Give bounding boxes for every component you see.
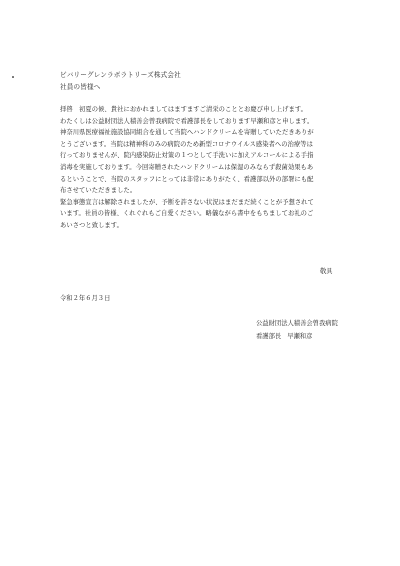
letter-body [60, 104, 355, 232]
sender-title: 看護部長 [256, 332, 282, 340]
body-line: わたくしは公益財団法人積善会曽我病院で看護部長をしております早瀬和彦と申します。 [60, 117, 314, 125]
body-line: 行っておりませんが、院内感染防止対策の１つとして手洗いに加えアルコールによる手指 [60, 152, 314, 160]
body-line: るということで、当院のスタッフにとっては非常にありがたく、看護部以外の部署にも配 [60, 175, 314, 183]
recipient-addressee: 社員の皆様へ [60, 82, 101, 91]
sender-organization: 公益財団法人積善会曽我病院 [256, 320, 338, 327]
body-line: 拝啓 初夏の候、貴社におかれましてはますますご清栄のこととお慶び申し上げます。 [60, 106, 308, 113]
body-line: 神奈川県医療福祉施設協同組合を通して当院へハンドクリームを寄贈していただきありが [60, 129, 314, 137]
body-line: あいさつと致します。 [60, 221, 123, 229]
body-line: 緊急事態宣言は解除されましたが、予断を許さない状況はまだまだ続くことが予想されて [60, 198, 314, 206]
recipient-block [60, 70, 181, 93]
sender-name-line [256, 331, 338, 344]
body-line: います。社員の皆様、くれぐれもご自愛ください。略儀ながら書中をもちましてお礼のご [60, 210, 314, 218]
recipient-company: ビバリーグレンラボラトリーズ株式会社 [60, 71, 181, 79]
letter-date: 令和２年６月３日 [60, 295, 111, 302]
body-line: 布させていただきました。 [60, 187, 137, 195]
body-line: とうございます。当院は精神科のみの病院のため新型コロナウイルス感染者への治療等は [60, 140, 313, 148]
sender-name: 早瀬和彦 [287, 332, 313, 340]
scan-speck [12, 76, 14, 78]
sender-block [256, 318, 338, 343]
body-line: 消毒を実施しております。今回寄贈されたハンドクリームは保湿のみならず殺菌効果もあ [60, 163, 314, 171]
closing-keigu: 敬具 [320, 268, 333, 275]
